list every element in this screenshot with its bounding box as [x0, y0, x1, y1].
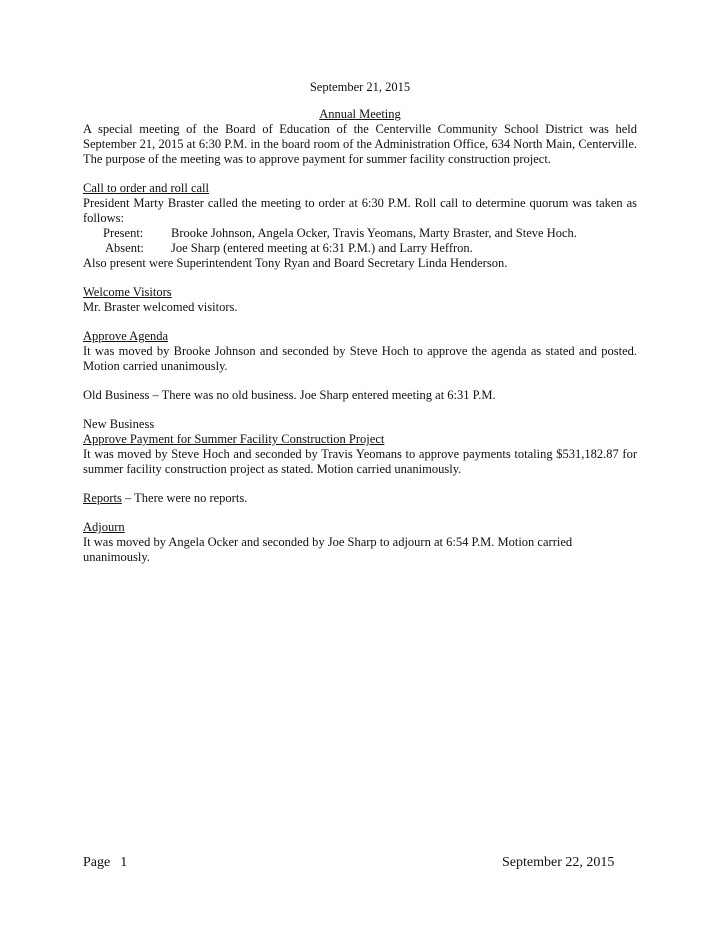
roll-call-text: President Marty Braster called the meeting to order at 6:30 P.M. Roll call to determine quorum was taken as follows: [83, 196, 637, 225]
reports-text: – There were no reports. [121, 491, 248, 505]
agenda-text: It was moved by Brooke Johnson and seconded by Steve Hoch to approve the agenda as stated and posted. Motion carried unanimously. [83, 344, 637, 373]
absent-list: Joe Sharp (entered meeting at 6:31 P.M.) and Larry Heffron. [171, 241, 473, 255]
absent-row [83, 241, 637, 256]
minutes-body [83, 80, 637, 565]
adjourn-heading: Adjourn [83, 520, 125, 534]
present-list: Brooke Johnson, Angela Ocker, Travis Yeomans, Marty Braster, and Steve Hoch. [171, 226, 577, 240]
absent-label: Absent: [105, 241, 144, 255]
reports-line [83, 491, 637, 506]
agenda-heading: Approve Agenda [83, 329, 169, 343]
reports-heading: Reports [83, 491, 122, 505]
adjourn-text: It was moved by Angela Ocker and seconded by Joe Sharp to adjourn at 6:54 P.M. Motion carried unanimously. [83, 535, 573, 564]
footer-date: September 22, 2015 [502, 855, 615, 870]
meeting-date: September 21, 2015 [309, 80, 411, 94]
intro-paragraph: A special meeting of the Board of Education of the Centerville Community School District was held September 21, 2015 at 6:30 P.M. in the board room of the Administration Office, 634 North Main, Centerville. The purpose of the meeting was to approve payment for summer facility construction project. [83, 122, 637, 166]
payment-subheading: Approve Payment for Summer Facility Construction Project [83, 432, 385, 446]
page-label: Page [83, 855, 111, 870]
old-business-text: Old Business – There was no old business. Joe Sharp entered meeting at 6:31 P.M. [83, 388, 496, 402]
welcome-heading: Welcome Visitors [83, 285, 172, 299]
roll-call-heading: Call to order and roll call [83, 181, 210, 195]
welcome-text: Mr. Braster welcomed visitors. [83, 300, 238, 314]
document-title: Annual Meeting [319, 107, 401, 121]
page-footer-number [83, 855, 127, 870]
present-label: Present: [103, 226, 144, 240]
present-row [83, 226, 637, 241]
payment-text: It was moved by Steve Hoch and seconded by Travis Yeomans to approve payments totaling $531,182.87 for summer facility construction project as stated. Motion carried unanimously. [83, 447, 637, 476]
page-number: 1 [120, 855, 128, 870]
also-present-text: Also present were Superintendent Tony Ryan and Board Secretary Linda Henderson. [83, 256, 508, 270]
new-business-heading: New Business [83, 417, 155, 431]
